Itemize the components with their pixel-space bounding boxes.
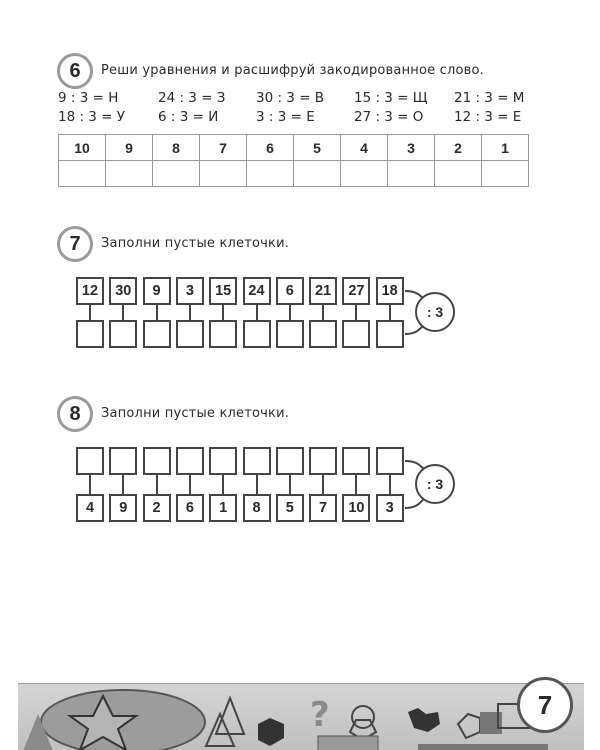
task-8-empty-box[interactable] [243, 447, 271, 475]
equation: 18 : 3 = У [58, 109, 126, 125]
task-8-connector-line [222, 475, 224, 494]
task-8-connector-line [89, 475, 91, 494]
task-8-given-box: 1 [209, 494, 237, 522]
code-number-cell: 10 [59, 135, 106, 161]
task-8-empty-box[interactable] [309, 447, 337, 475]
task-8-connector-line [122, 475, 124, 494]
task-8-given-box: 10 [342, 494, 370, 522]
task-8-empty-box[interactable] [76, 447, 104, 475]
equation: 27 : 3 = О [354, 109, 424, 125]
code-number-cell: 4 [341, 135, 388, 161]
task-8-operator: : 3 [415, 464, 455, 504]
equation: 21 : 3 = М [454, 90, 525, 106]
task-8-empty-box[interactable] [209, 447, 237, 475]
code-number-cell: 3 [388, 135, 435, 161]
task-6-instruction: Реши уравнения и расшифруй закодированное слово. [101, 63, 485, 78]
task-8-empty-box[interactable] [109, 447, 137, 475]
task-8-empty-box[interactable] [376, 447, 404, 475]
task-7-given-box: 9 [143, 277, 171, 305]
code-number-cell: 5 [294, 135, 341, 161]
code-number-cell: 9 [106, 135, 153, 161]
footer-band [18, 683, 584, 750]
task-7-given-box: 24 [243, 277, 271, 305]
task-8-given-box: 3 [376, 494, 404, 522]
task-7-given-box: 27 [342, 277, 370, 305]
task-7-given-box: 3 [176, 277, 204, 305]
footer-shapes [18, 684, 584, 750]
task-7-given-box: 18 [376, 277, 404, 305]
code-number-cell: 6 [247, 135, 294, 161]
task-7-given-box: 6 [276, 277, 304, 305]
task-7-given-box: 30 [109, 277, 137, 305]
task-8-connector-line [156, 475, 158, 494]
equation: 12 : 3 = Е [454, 109, 522, 125]
question-mark-icon: ? [310, 695, 330, 735]
code-number-cell: 1 [482, 135, 529, 161]
task-6-number: 6 [57, 53, 93, 89]
circle-outline-icon [352, 706, 374, 728]
task-8-connector-line [322, 475, 324, 494]
equation: 6 : 3 = И [158, 109, 219, 125]
code-number-cell: 2 [435, 135, 482, 161]
puzzle-piece-icon [258, 718, 284, 746]
equation: 3 : 3 = Е [256, 109, 315, 125]
equation: 24 : 3 = З [158, 90, 226, 106]
task-8-connector-line [389, 475, 391, 494]
page-number: 7 [517, 677, 573, 733]
task-8-empty-box[interactable] [176, 447, 204, 475]
task-7-given-box: 15 [209, 277, 237, 305]
task-8-given-box: 4 [76, 494, 104, 522]
task-8-given-box: 5 [276, 494, 304, 522]
task-7-given-box: 12 [76, 277, 104, 305]
task-8-connector-line [189, 475, 191, 494]
task-8-empty-box[interactable] [276, 447, 304, 475]
task-7-instruction: Заполни пустые клеточки. [101, 236, 290, 251]
task-8-connector-line [256, 475, 258, 494]
task-8-given-box: 7 [309, 494, 337, 522]
task-7-number: 7 [57, 226, 93, 262]
task-8-given-box: 9 [109, 494, 137, 522]
task-8-empty-box[interactable] [143, 447, 171, 475]
task-8-instruction: Заполни пустые клеточки. [101, 406, 290, 421]
task-8-given-box: 6 [176, 494, 204, 522]
puzzle-piece-2-icon [408, 708, 440, 732]
task-8-given-box: 2 [143, 494, 171, 522]
pentagon-icon [458, 714, 480, 738]
equation: 30 : 3 = В [256, 90, 325, 106]
task-8-empty-box[interactable] [342, 447, 370, 475]
task-8-connector-line [355, 475, 357, 494]
task-8-connector-line [289, 475, 291, 494]
task-8-number: 8 [57, 396, 93, 432]
task-7-given-box: 21 [309, 277, 337, 305]
equation: 9 : 3 = Н [58, 90, 119, 106]
task-8-given-box: 8 [243, 494, 271, 522]
equation: 15 : 3 = Щ [354, 90, 428, 106]
code-number-cell: 8 [153, 135, 200, 161]
code-number-cell: 7 [200, 135, 247, 161]
task-7-operator: : 3 [415, 292, 455, 332]
